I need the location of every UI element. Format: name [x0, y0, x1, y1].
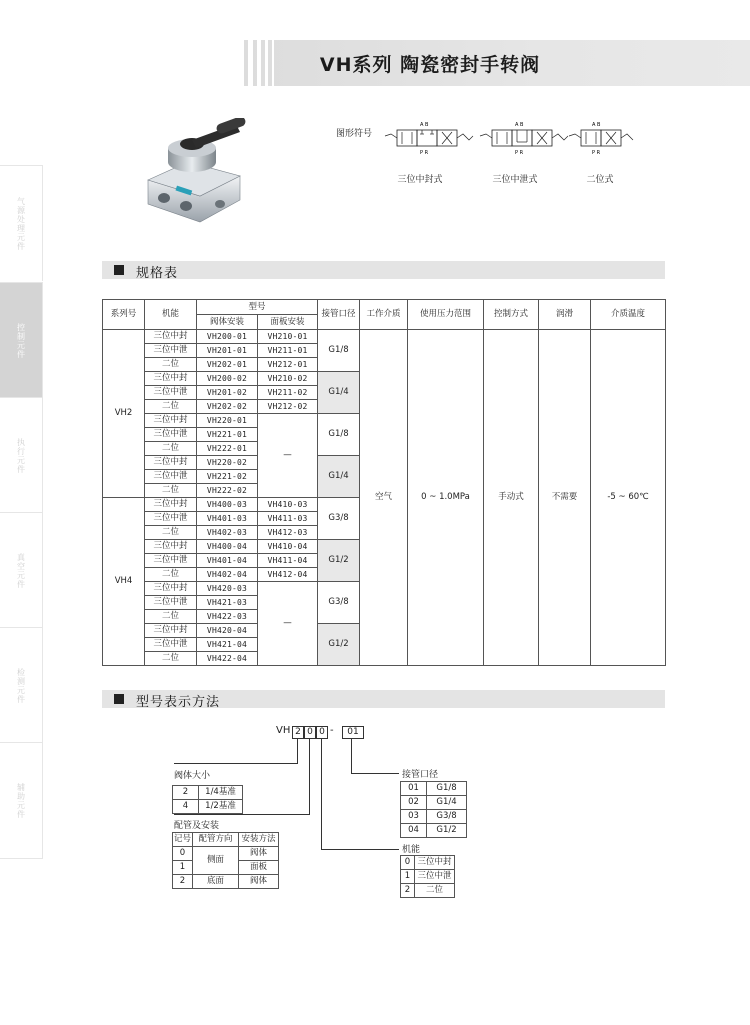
function-cell: 三位中泄	[145, 428, 197, 442]
port-value: G3/8	[427, 810, 467, 824]
body-mount-model: VH400-04	[197, 540, 258, 554]
body-mount-model: VH201-01	[197, 344, 258, 358]
function-cell: 三位中封	[145, 456, 197, 470]
connector-line	[321, 849, 399, 850]
port-code: 04	[401, 824, 427, 838]
col-header-series: 系列号	[103, 300, 145, 330]
port-code: 01	[401, 782, 427, 796]
port-size-cell: G1/8	[318, 414, 360, 456]
function-cell: 三位中泄	[145, 638, 197, 652]
body-mount-model: VH402-03	[197, 526, 258, 540]
size-code: 4	[173, 800, 199, 814]
col-header-medium: 工作介质	[360, 300, 408, 330]
col-header-panel-mount: 面板安装	[258, 315, 318, 330]
section-title: 型号表示方法	[136, 695, 221, 710]
sidebar-item-label: 检测元件	[16, 667, 26, 704]
piping-direction-bottom: 底面	[193, 875, 239, 889]
body-mount-model: VH202-01	[197, 358, 258, 372]
table-row	[401, 870, 455, 884]
function-code: 0	[401, 856, 415, 870]
port-label-top: A B	[592, 122, 601, 128]
function-value: 二位	[415, 884, 455, 898]
panel-mount-model: VH412-03	[258, 526, 318, 540]
table-row	[401, 810, 467, 824]
piping-install: 面板	[239, 861, 279, 875]
section-square-icon	[114, 694, 124, 704]
table-row	[401, 796, 467, 810]
function-cell: 三位中泄	[145, 386, 197, 400]
function-cell: 三位中封	[145, 372, 197, 386]
category-sidebar	[0, 165, 42, 860]
function-value: 三位中封	[415, 856, 455, 870]
table-row	[401, 824, 467, 838]
table-row	[401, 782, 467, 796]
symbol-three-position-closed	[383, 118, 475, 158]
port-title: 接管口径	[402, 770, 439, 780]
panel-mount-model: VH410-04	[258, 540, 318, 554]
body-mount-model: VH422-03	[197, 610, 258, 624]
spec-table	[102, 299, 666, 666]
function-cell: 二位	[145, 568, 197, 582]
function-code: 1	[401, 870, 415, 884]
port-code: 03	[401, 810, 427, 824]
panel-mount-model: VH210-02	[258, 372, 318, 386]
port-size-cell: G1/4	[318, 456, 360, 498]
connector-line	[309, 739, 310, 814]
piping-title: 配管及安装	[174, 821, 220, 831]
size-value: 1/4基准	[199, 786, 243, 800]
table-row	[173, 786, 243, 800]
port-code: 02	[401, 796, 427, 810]
table-row	[173, 875, 279, 889]
body-mount-model: VH220-01	[197, 414, 258, 428]
port-size-cell: G1/2	[318, 624, 360, 666]
symbol-caption: 三位中封式	[397, 175, 443, 185]
model-digit-function: 0	[316, 726, 328, 739]
section-title: 规格表	[136, 266, 179, 281]
body-mount-model: VH420-04	[197, 624, 258, 638]
series-name: VH2	[103, 330, 145, 498]
function-cell: 二位	[145, 652, 197, 666]
panel-mount-model: VH211-02	[258, 386, 318, 400]
model-digit-piping: 0	[304, 726, 316, 739]
col-header-port: 接管口径	[318, 300, 360, 330]
body-mount-model: VH201-02	[197, 386, 258, 400]
panel-mount-model: VH412-04	[258, 568, 318, 582]
col-header-model: 型号	[197, 300, 318, 315]
panel-mount-model: VH211-01	[258, 344, 318, 358]
panel-mount-model: VH210-01	[258, 330, 318, 344]
table-row	[401, 856, 455, 870]
function-cell: 三位中封	[145, 582, 197, 596]
symbol-caption: 三位中泄式	[492, 175, 538, 185]
col-header-control: 控制方式	[484, 300, 539, 330]
body-mount-model: VH420-03	[197, 582, 258, 596]
function-cell: 二位	[145, 400, 197, 414]
port-label-bottom: P R	[515, 150, 524, 156]
port-value: G1/2	[427, 824, 467, 838]
body-mount-model: VH401-03	[197, 512, 258, 526]
body-mount-model: VH200-02	[197, 372, 258, 386]
function-cell: 二位	[145, 358, 197, 372]
symbol-three-position-exhaust	[478, 118, 570, 158]
symbol-caption: 二位式	[586, 175, 614, 185]
model-suffix-port: 01	[342, 726, 364, 739]
table-row	[173, 800, 243, 814]
body-mount-model: VH220-02	[197, 456, 258, 470]
function-cell: 三位中封	[145, 330, 197, 344]
function-table	[400, 855, 455, 898]
connector-line	[321, 739, 322, 849]
body-mount-model: VH401-04	[197, 554, 258, 568]
sidebar-item-control[interactable]	[0, 282, 43, 398]
function-cell: 三位中泄	[145, 596, 197, 610]
panel-mount-model: VH411-03	[258, 512, 318, 526]
control-cell: 手动式	[484, 330, 539, 666]
function-cell: 三位中泄	[145, 554, 197, 568]
piping-header-install: 安装方法	[239, 833, 279, 847]
piping-install: 阀体	[239, 875, 279, 889]
size-code: 2	[173, 786, 199, 800]
col-header-temp: 介质温度	[591, 300, 666, 330]
panel-mount-model: VH411-04	[258, 554, 318, 568]
piping-install: 阀体	[239, 847, 279, 861]
table-row	[103, 330, 666, 344]
sidebar-item-label: 控制元件	[16, 322, 26, 359]
piping-code: 0	[173, 847, 193, 861]
piping-header-code: 记号	[173, 833, 193, 847]
table-row	[401, 884, 455, 898]
function-code: 2	[401, 884, 415, 898]
piping-direction-side: 侧面	[193, 847, 239, 875]
size-value: 1/2基准	[199, 800, 243, 814]
table-row	[173, 833, 279, 847]
function-cell: 三位中封	[145, 540, 197, 554]
body-mount-model: VH200-01	[197, 330, 258, 344]
panel-mount-none: —	[258, 414, 318, 498]
port-size-cell: G1/8	[318, 330, 360, 372]
port-value: G1/4	[427, 796, 467, 810]
sidebar-item-label: 执行元件	[16, 437, 26, 474]
port-label-bottom: P R	[420, 150, 429, 156]
panel-mount-model: VH212-02	[258, 400, 318, 414]
col-header-pressure: 使用压力范围	[408, 300, 484, 330]
function-cell: 三位中泄	[145, 344, 197, 358]
port-table	[400, 781, 467, 838]
port-size-cell: G3/8	[318, 582, 360, 624]
connector-line	[297, 739, 298, 763]
function-title: 机能	[402, 845, 421, 855]
symbols-label: 图形符号	[336, 129, 373, 139]
piping-code: 2	[173, 875, 193, 889]
port-label-top: A B	[515, 122, 524, 128]
sidebar-item-air-treatment[interactable]	[0, 165, 43, 281]
function-cell: 三位中封	[145, 624, 197, 638]
port-label-bottom: P R	[592, 150, 601, 156]
section-square-icon	[114, 265, 124, 275]
sidebar-item-auxiliary[interactable]	[0, 742, 43, 859]
function-cell: 三位中封	[145, 498, 197, 512]
series-name: VH4	[103, 498, 145, 666]
piping-header-direction: 配管方向	[193, 833, 239, 847]
body-mount-model: VH421-03	[197, 596, 258, 610]
port-size-cell: G1/4	[318, 372, 360, 414]
body-mount-model: VH222-02	[197, 484, 258, 498]
panel-mount-model: VH410-03	[258, 498, 318, 512]
sidebar-item-label: 气源处理元件	[16, 196, 26, 251]
col-header-lube: 润滑	[539, 300, 591, 330]
sidebar-item-actuator[interactable]	[0, 397, 43, 513]
sidebar-item-label: 辅助元件	[16, 782, 26, 819]
connector-line	[351, 739, 352, 773]
function-cell: 二位	[145, 526, 197, 540]
medium-cell: 空气	[360, 330, 408, 666]
pressure-cell: 0 ~ 1.0MPa	[408, 330, 484, 666]
size-title: 阀体大小	[174, 771, 211, 781]
piping-table	[172, 832, 279, 889]
panel-mount-model: VH212-01	[258, 358, 318, 372]
body-mount-model: VH422-04	[197, 652, 258, 666]
table-row	[173, 847, 279, 861]
sidebar-item-vacuum[interactable]	[0, 512, 43, 628]
valve-product-image	[140, 118, 250, 224]
model-digit-size: 2	[292, 726, 304, 739]
symbol-two-position	[567, 118, 637, 158]
connector-line	[351, 773, 399, 774]
function-cell: 二位	[145, 484, 197, 498]
spec-section-header	[102, 261, 665, 279]
model-hyphen: -	[330, 725, 334, 736]
body-mount-model: VH221-02	[197, 470, 258, 484]
col-header-function: 机能	[145, 300, 197, 330]
body-mount-model: VH222-01	[197, 442, 258, 456]
sidebar-item-label: 真空元件	[16, 552, 26, 589]
sidebar-item-detection[interactable]	[0, 627, 43, 743]
body-mount-model: VH421-04	[197, 638, 258, 652]
body-mount-model: VH221-01	[197, 428, 258, 442]
page-title: VH系列 陶瓷密封手转阀	[319, 54, 541, 76]
model-section-header	[102, 690, 665, 708]
function-value: 三位中泄	[415, 870, 455, 884]
lube-cell: 不需要	[539, 330, 591, 666]
function-cell: 三位中泄	[145, 512, 197, 526]
body-mount-model: VH402-04	[197, 568, 258, 582]
panel-mount-none: —	[258, 582, 318, 666]
connector-line	[174, 763, 298, 764]
body-mount-model: VH400-03	[197, 498, 258, 512]
body-mount-model: VH202-02	[197, 400, 258, 414]
size-table	[172, 785, 243, 814]
function-cell: 三位中泄	[145, 470, 197, 484]
function-cell: 三位中封	[145, 414, 197, 428]
port-size-cell: G1/2	[318, 540, 360, 582]
piping-code: 1	[173, 861, 193, 875]
model-prefix: VH	[276, 725, 291, 736]
temp-cell: -5 ~ 60℃	[591, 330, 666, 666]
port-size-cell: G3/8	[318, 498, 360, 540]
function-cell: 二位	[145, 610, 197, 624]
port-value: G1/8	[427, 782, 467, 796]
connector-line	[174, 814, 310, 815]
port-label-top: A B	[420, 122, 429, 128]
col-header-body-mount: 阀体安装	[197, 315, 258, 330]
function-cell: 二位	[145, 442, 197, 456]
header-stripes-decoration	[238, 40, 298, 86]
